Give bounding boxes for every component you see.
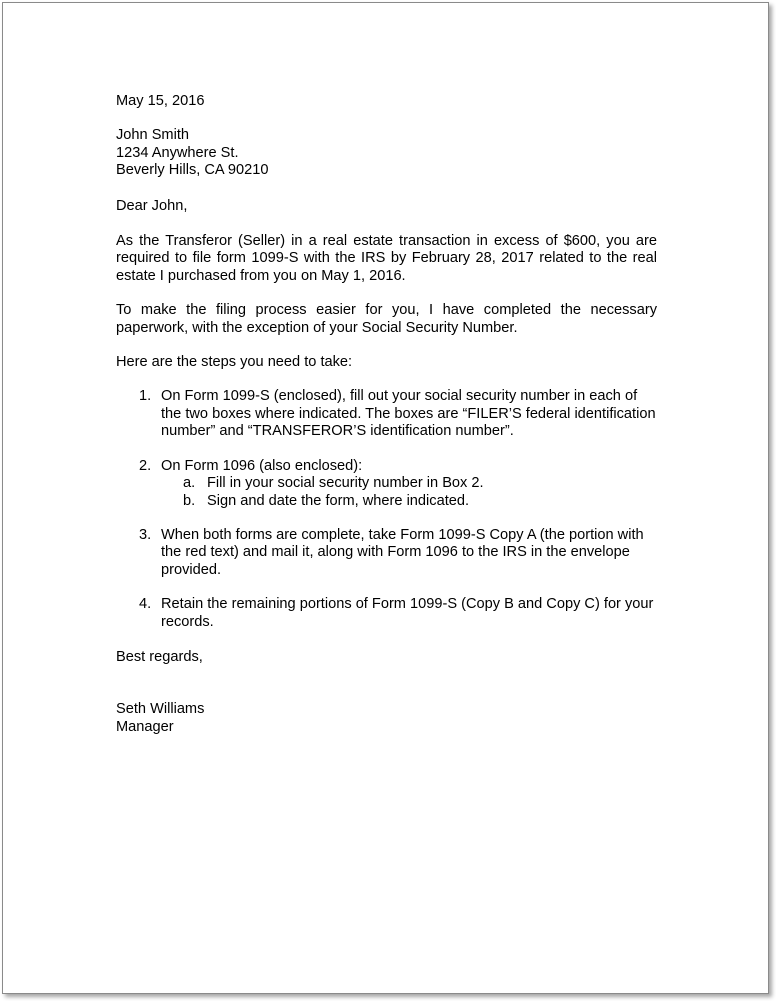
step-1	[116, 388, 657, 440]
recipient-street: 1234 Anywhere St.	[116, 144, 239, 161]
step-2-sub-b-text: Sign and date the form, where indicated.	[207, 492, 470, 509]
recipient-name: John Smith	[116, 127, 190, 144]
step-2-sub-a-text: Fill in your social security number in Box 2.	[207, 475, 484, 492]
step-4	[116, 596, 657, 631]
step-2-sub-b	[161, 493, 657, 510]
step-2	[116, 458, 657, 510]
step-2-text: On Form 1096 (also enclosed):	[161, 457, 363, 474]
paragraph-1: As the Transferor (Seller) in a real estate transaction in excess of $600, you are required to file form 1099-S with the IRS by February 28, 2017 related to the real estate I purchased from you on May 1, 2016.	[116, 233, 657, 284]
step-3	[116, 527, 657, 579]
paragraph-2: To make the filing process easier for you, I have completed the necessary paperwork, with the exception of your Social Security Number.	[116, 302, 657, 336]
step-2-sub-a	[161, 475, 657, 492]
recipient-city: Beverly Hills, CA 90210	[116, 162, 269, 179]
signer-title: Manager	[116, 718, 174, 735]
letter-page	[2, 2, 769, 994]
closing: Best regards,	[116, 648, 203, 665]
signer-name: Seth Williams	[116, 701, 205, 718]
step-3-text: When both forms are complete, take Form 1099-S Copy A (the portion with the red text) and mail it, along with Form 1096 to the IRS in the envelope provided.	[161, 526, 644, 578]
step-4-text: Retain the remaining portions of Form 1099-S (Copy B and Copy C) for your records.	[161, 596, 654, 630]
step-1-number: 1.	[139, 388, 152, 405]
step-4-number: 4.	[139, 596, 152, 613]
salutation: Dear John,	[116, 197, 188, 214]
step-2-sublist	[161, 475, 657, 510]
steps-list	[116, 388, 657, 630]
step-2-sub-a-letter: a.	[183, 475, 196, 492]
steps-intro: Here are the steps you need to take:	[116, 354, 353, 371]
signature-block	[116, 701, 657, 736]
step-2-number: 2.	[139, 457, 152, 474]
recipient-address	[116, 127, 657, 179]
letter-body	[116, 93, 657, 736]
step-2-sub-b-letter: b.	[183, 492, 196, 509]
letter-date: May 15, 2016	[116, 93, 205, 109]
step-1-text: On Form 1099-S (enclosed), fill out your social security number in each of the two boxes where indicated. The boxes are “FILER’S federal identification number” and “TRANSFEROR’S identification number”.	[161, 388, 656, 440]
step-3-number: 3.	[139, 526, 152, 543]
